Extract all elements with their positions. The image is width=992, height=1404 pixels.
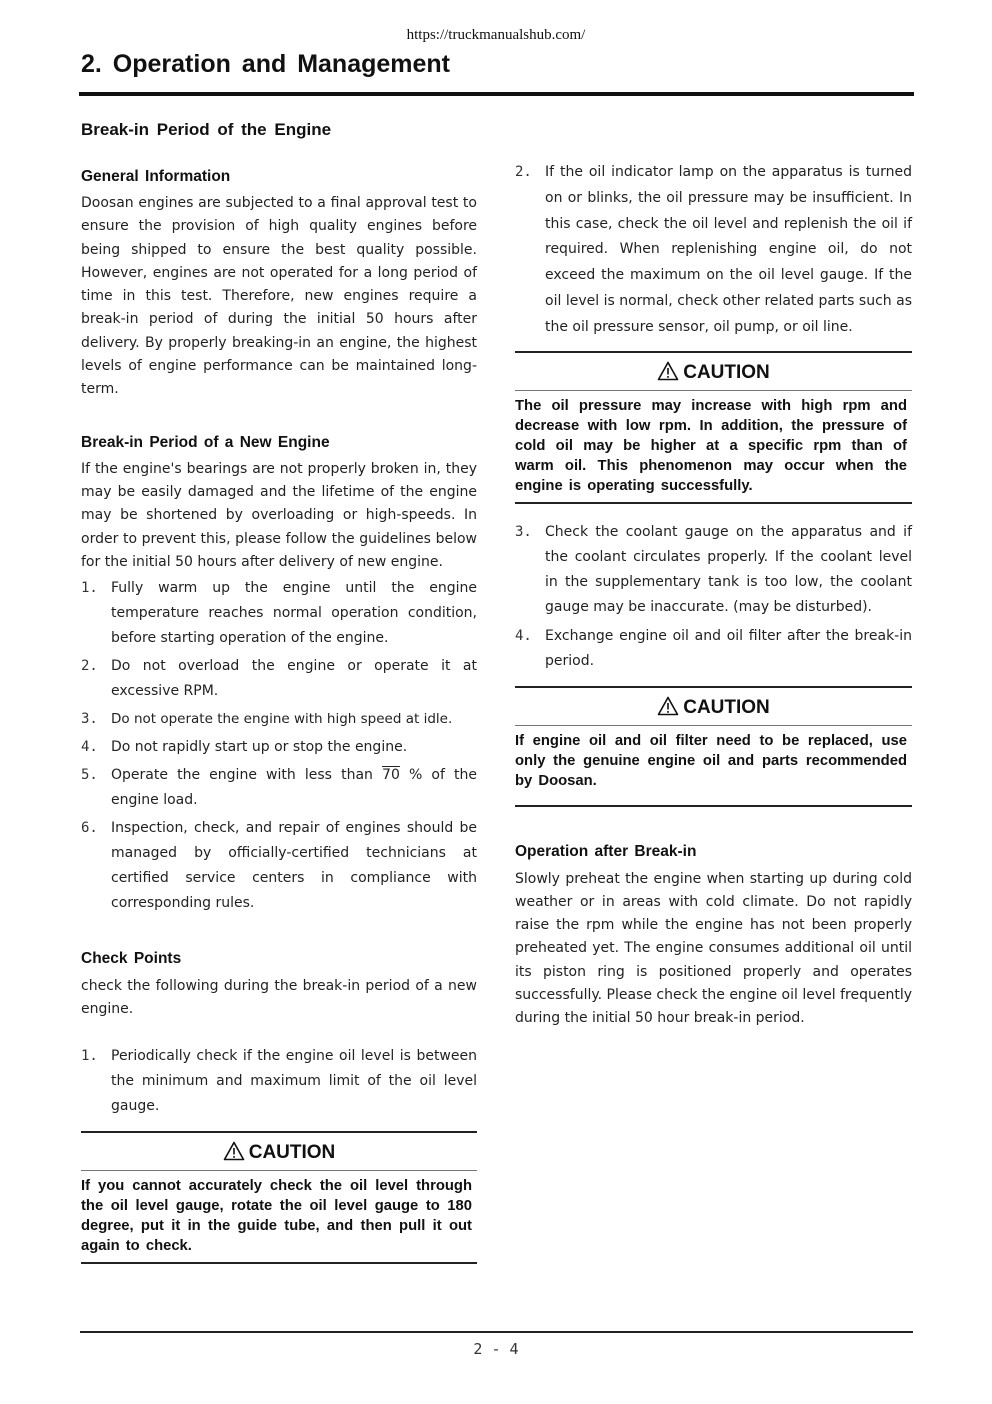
item-number: 2. [515,164,532,180]
warning-triangle-icon [657,696,679,716]
item-number: 6. [81,820,98,837]
item-number: 3. [81,711,98,728]
warning-triangle-icon [223,1141,245,1161]
check-points-list-a [81,1044,477,1119]
list-item [81,1044,477,1119]
caution-text: If engine oil and oil filter need to be replaced, use only the genuine engine oil and parts recommended by Doosan. [515,732,907,789]
list-item [81,735,477,760]
caution-header [515,688,912,726]
caution-header [515,353,912,391]
caution-label: CAUTION [248,1141,336,1163]
caution-header [81,1133,477,1171]
page-title: 2. Operation and Management [81,50,451,78]
caution-box [81,1131,477,1264]
list-item [81,763,477,813]
item-number: 3. [515,523,532,540]
item-text: Exchange engine oil and oil filter after the break-in period. [545,627,912,669]
check-points-list-c [515,520,912,674]
new-engine-intro: If the engine's bearings are not properly broken in, they may be easily damaged and the lifetime of the engine may be shortened by overloading or high-speeds. In order to prevent this, please follow the guidelines below for the initial 50 hours after delivery of new engine. [81,460,477,570]
item-number: 1. [81,1047,98,1064]
item-text: Check the coolant gauge on the apparatus and if the coolant circulates properly. If the coolant level in the supplementary tank is too low, the coolant gauge may be inaccurate. (may be disturbed). [545,523,912,615]
item-number: 2. [81,658,98,675]
item-text-after: % of the engine load. [111,767,477,809]
caution-box [515,351,912,504]
item-text: Inspection, check, and repair of engines should be managed by officially-certified technicians at certified service centers in compliance with corresponding rules. [111,820,477,912]
load-percent-value: 70 [382,767,400,784]
list-item [81,576,477,651]
caution-label: CAUTION [683,361,770,383]
check-points-intro: check the following during the break-in period of a new engine. [81,978,477,1018]
item-text: Do not rapidly start up or stop the engine. [111,739,408,756]
check-points-heading: Check Points [81,950,182,968]
after-break-in-text: Slowly preheat the engine when starting up during cold weather or in areas with cold climate. Do not rapidly raise the rpm while the engine has not been properly preheated yet. The engine consumes additional oil until its piston ring is positioned properly and operates successfully. Please check the engine oil level frequently during the initial 50 hour break-in period. [515,870,912,1027]
new-engine-heading: Break-in Period of a New Engine [81,433,330,451]
footer-rule [80,1331,913,1333]
right-column [515,160,912,1031]
item-number: 4. [515,627,532,644]
list-item [515,624,912,674]
caution-text: If you cannot accurately check the oil level through the oil level gauge, rotate the oil level gauge to 180 degree, put it in the guide tube, and then pull it out again to check. [81,1177,472,1254]
check-points-list-b [515,160,912,341]
item-number: 5. [81,767,98,784]
general-info-heading: General Information [81,168,231,185]
list-item [81,654,477,704]
title-rule [79,92,914,96]
item-text-before: Operate the engine with less than [111,767,383,784]
list-item [515,160,912,341]
item-text: Do not operate the engine with high speed at idle. [111,711,453,728]
warning-triangle-icon [657,361,679,381]
caution-box [515,686,912,807]
source-url[interactable]: https://truckmanualshub.com/ [406,27,586,43]
item-text: Do not overload the engine or operate it at excessive RPM. [111,658,477,700]
item-text: If the oil indicator lamp on the apparatus is turned on or blinks, the oil pressure may be insufficient. In this case, check the oil level and replenish the oil if required. When replenishing engine oil, do not exceed the maximum on the oil level gauge. If the oil level is normal, check other related parts such as the oil pressure sensor, oil pump, or oil line. [545,164,912,335]
caution-text: The oil pressure may increase with high rpm and decrease with low rpm. In addition, the pressure of cold oil may be higher at a specific rpm than of warm oil. This phenomenon may occur when the engine is operating successfully. [515,397,907,494]
section-title: Break-in Period of the Engine [81,120,332,139]
item-number: 1. [81,580,98,597]
caution-label: CAUTION [683,696,770,718]
item-number: 4. [81,739,98,756]
list-item [81,707,477,732]
list-item [81,816,477,916]
new-engine-list [81,576,477,916]
general-info-text: Doosan engines are subjected to a final approval test to ensure the provision of high quality engines before being shipped to ensure the best quality possible. However, engines are not operated for a long period of time in this test. Therefore, new engines require a break-in period of during the initial 50 hours after delivery. By properly breaking-in an engine, the highest levels of engine performance can be maintained long-term. [81,195,477,398]
after-break-in-heading: Operation after Break-in [515,842,697,860]
page-number: 2 - 4 [473,1340,519,1358]
left-column [81,120,477,1264]
item-text: Fully warm up the engine until the engine temperature reaches normal operation condition, before starting operation of the engine. [111,580,477,647]
list-item [515,520,912,620]
item-text: Periodically check if the engine oil level is between the minimum and maximum limit of the oil level gauge. [111,1047,477,1114]
